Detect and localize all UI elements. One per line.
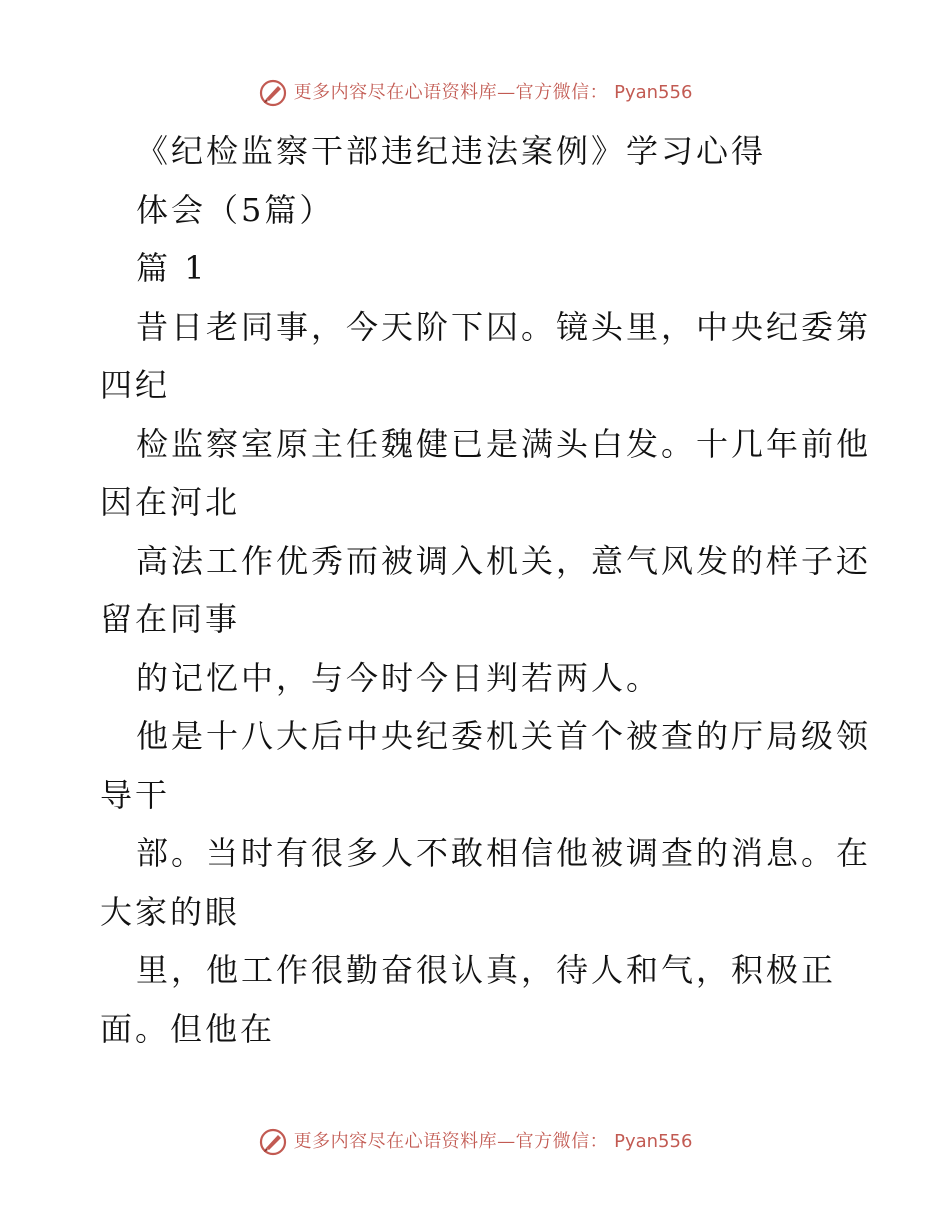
pen-logo-icon xyxy=(258,78,288,108)
document-body xyxy=(100,122,872,1058)
paragraph-line: 昔日老同事，今天阶下囚。镜头里，中央纪委第 xyxy=(136,307,872,346)
watermark-wechat-id: Pyan556 xyxy=(614,82,693,103)
footer-watermark xyxy=(0,1127,950,1157)
paragraph-line: 因在河北 xyxy=(100,483,241,521)
paragraph-line: 里，他工作很勤奋很认真，待人和气，积极正 xyxy=(136,951,837,989)
paragraph-line: 导干 xyxy=(100,775,171,814)
paragraph-line: 检监察室原主任魏健已是满头白发。十几年前他 xyxy=(136,424,872,463)
document-title-line1: 《纪检监察干部违纪违法案例》学习心得 xyxy=(136,132,767,170)
pen-logo-icon xyxy=(258,1127,288,1157)
paragraph-line: 部。当时有很多人不敢相信他被调查的消息。在 xyxy=(136,834,872,872)
paragraph-line: 高法工作优秀而被调入机关，意气风发的样子还 xyxy=(136,541,872,580)
paragraph-line: 大家的眼 xyxy=(100,892,241,931)
watermark-text: 更多内容尽在心语资料库—官方微信： xyxy=(293,82,609,103)
watermark-wechat-id: Pyan556 xyxy=(614,1131,693,1152)
section-heading: 篇 1 xyxy=(136,249,208,287)
paragraph-line: 的记忆中，与今时今日判若两人。 xyxy=(136,658,662,697)
header-watermark xyxy=(0,78,950,108)
paragraph-line: 四纪 xyxy=(100,366,171,404)
watermark-text: 更多内容尽在心语资料库—官方微信： xyxy=(293,1131,609,1152)
paragraph-line: 留在同事 xyxy=(100,600,241,638)
paragraph-line: 他是十八大后中央纪委机关首个被查的厅局级领 xyxy=(136,717,872,755)
paragraph-line: 面。但他在 xyxy=(100,1009,276,1048)
document-title-line2: 体会（5篇） xyxy=(136,190,335,229)
